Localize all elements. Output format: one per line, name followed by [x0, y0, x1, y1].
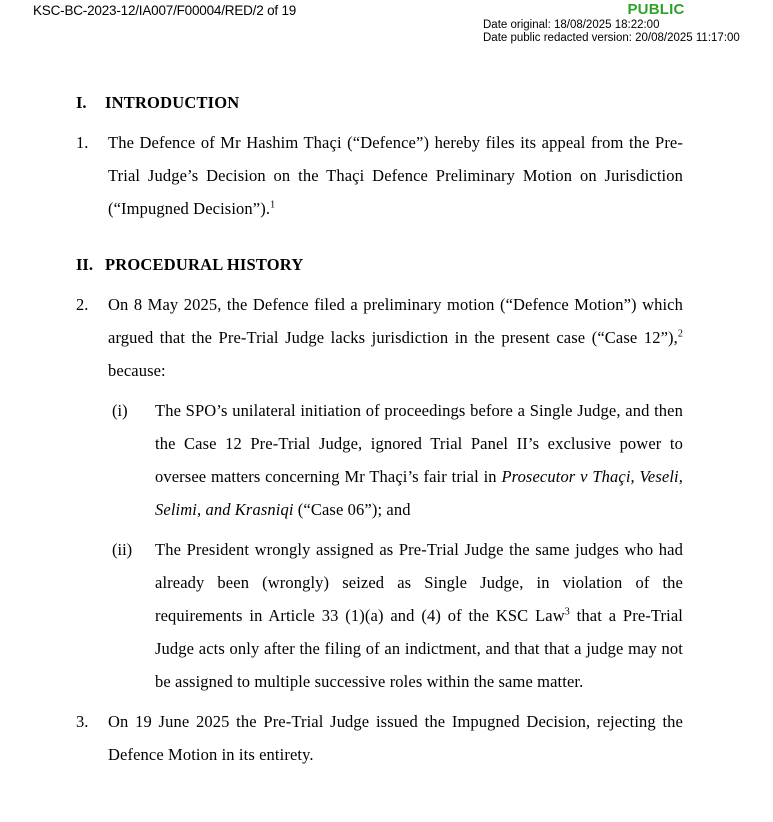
- subitem-ii-body-tail: that a Pre-Trial Judge acts only after the filing of an indictment, and that that a judge may not be assigned to multiple successive roles within the same matter.: [155, 606, 683, 691]
- paragraph-2-number: 2.: [76, 295, 89, 314]
- paragraph-3-text: [108, 705, 683, 771]
- subitem-i: [112, 394, 683, 526]
- section-numeral: II.: [76, 255, 93, 274]
- paragraph-2-body-tail: because:: [108, 361, 166, 380]
- subitem-ii: [112, 533, 683, 698]
- subitem-ii-body: The President wrongly assigned as Pre-Trial Judge the same judges who had already been (wrongly) seized as Single Judge, in violation of the requirements in Article 33 (1)(a) and (4) of the KSC Law: [155, 540, 683, 625]
- subitem-i-marker: (i): [112, 401, 128, 420]
- subitem-ii-text: [155, 533, 683, 698]
- section-numeral: I.: [76, 93, 87, 112]
- paragraph-1-text: [108, 126, 683, 225]
- case-citation-italic: Prosecutor v Thaçi, Veseli, Selimi, and Krasniqi: [155, 467, 683, 519]
- paragraph-2: [76, 288, 683, 387]
- paragraph-3-number: 3.: [76, 712, 89, 731]
- subitem-i-text: [155, 394, 683, 526]
- footnote-ref-1: 1: [270, 199, 276, 211]
- section-heading-procedural-history: [76, 248, 683, 281]
- date-public-redacted-version: Date public redacted version: 20/08/2025 11:17:00: [483, 32, 740, 44]
- section-title: INTRODUCTION: [105, 93, 240, 112]
- footnote-ref-2: 2: [677, 328, 683, 340]
- section-title: PROCEDURAL HISTORY: [105, 255, 304, 274]
- date-original: Date original: 18/08/2025 18:22:00: [483, 19, 660, 31]
- paragraph-3-body: On 19 June 2025 the Pre-Trial Judge issued the Impugned Decision, rejecting the Defence Motion in its entirety.: [108, 712, 683, 764]
- page-header: [0, 0, 773, 50]
- subitem-ii-marker: (ii): [112, 540, 133, 559]
- paragraph-2-body: On 8 May 2025, the Defence filed a preliminary motion (“Defence Motion”) which argued that the Pre-Trial Judge lacks jurisdiction in the present case (“Case 12”),: [108, 295, 683, 347]
- date-block: [483, 19, 740, 45]
- case-number: KSC-BC-2023-12/IA007/F00004/RED/2 of 19: [33, 3, 297, 18]
- paragraph-1-number: 1.: [76, 133, 89, 152]
- paragraph-2-text: [108, 288, 683, 387]
- footnote-ref-3: 3: [564, 606, 570, 618]
- classification-label: PUBLIC: [627, 1, 685, 18]
- subitem-i-body-tail: (“Case 06”); and: [293, 500, 411, 519]
- document-body: [76, 86, 683, 778]
- paragraph-3: [76, 705, 683, 771]
- paragraph-1: [76, 126, 683, 225]
- subitem-i-body: The SPO’s unilateral initiation of proceedings before a Single Judge, and then the Case 12 Pre-Trial Judge, ignored Trial Panel II’s exclusive power to oversee matters concerning Mr Thaçi’s fair trial in: [155, 401, 683, 486]
- section-heading-introduction: [76, 86, 683, 119]
- paragraph-1-body: The Defence of Mr Hashim Thaçi (“Defence”) hereby files its appeal from the Pre-Trial Judge’s Decision on the Thaçi Defence Preliminary Motion on Jurisdiction (“Impugned Decision”).: [108, 133, 683, 218]
